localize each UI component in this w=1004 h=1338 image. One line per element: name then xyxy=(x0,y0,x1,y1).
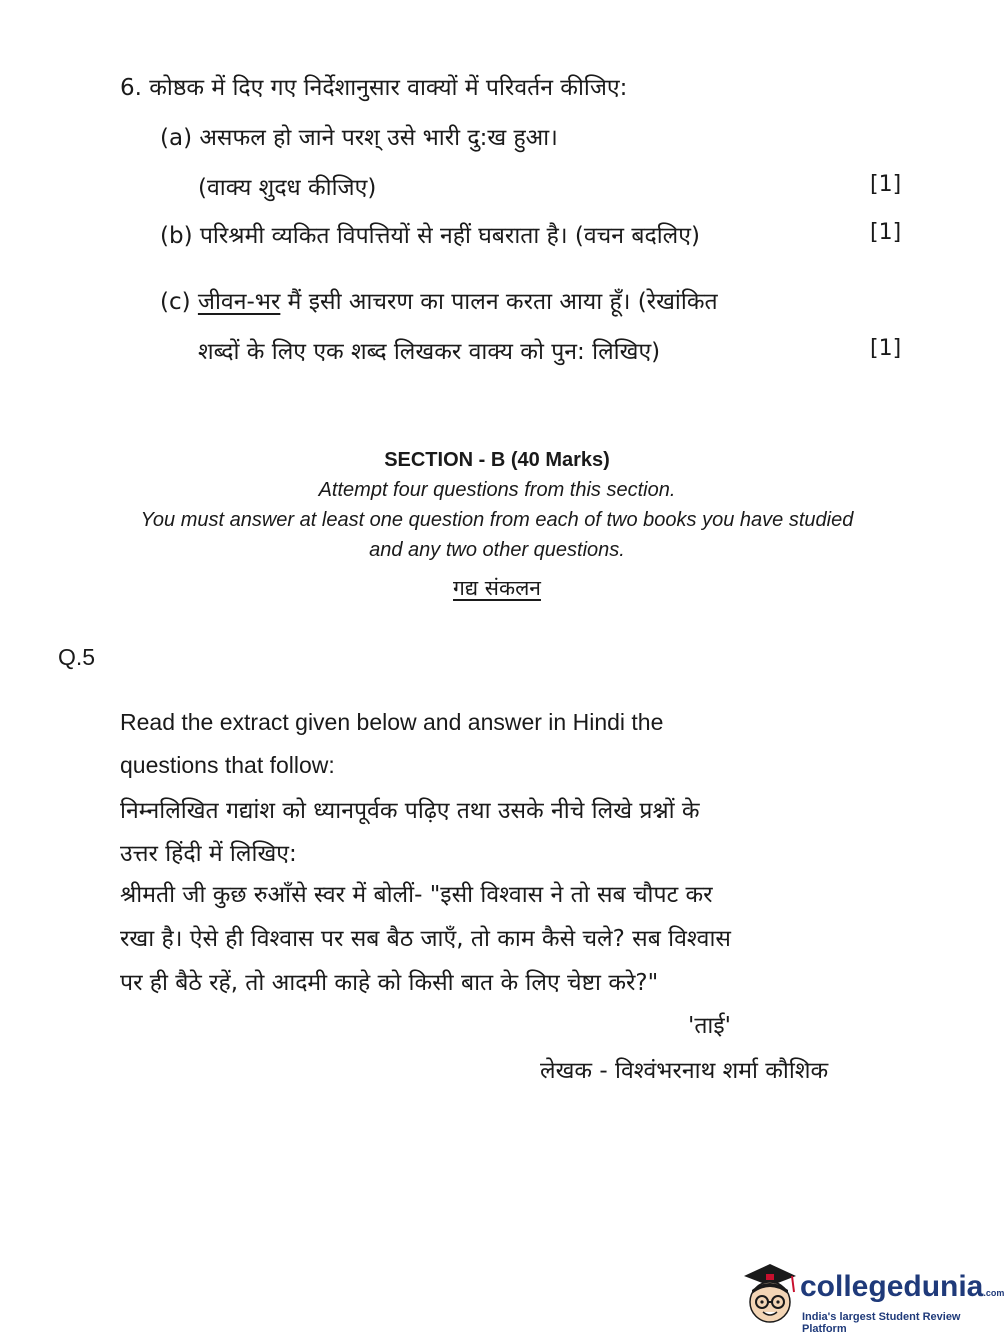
q6-heading: 6. कोष्ठक में दिए गए निर्देशानुसार वाक्यों में परिवर्तन कीजिए: xyxy=(120,75,628,101)
section-b-instruction-2: You must answer at least one question from each of two books you have studied xyxy=(140,509,854,531)
q5-label: Q.5 xyxy=(58,644,96,670)
section-b-title: SECTION - B (40 Marks) xyxy=(384,449,610,471)
q6-b-line: (b) परिश्रमी व्यकित विपत्तियों से नहीं घबराता है। (वचन बदलिए) xyxy=(160,223,700,249)
q6-c-marks: [1] xyxy=(870,336,902,361)
q6-c-rest: मैं इसी आचरण का पालन करता आया हूँ। (रेखांकित xyxy=(280,289,718,315)
q5-eng-line2: questions that follow: xyxy=(120,752,335,778)
brand-logo-suffix: .com xyxy=(983,1288,1004,1298)
q5-passage-line2: रखा है। ऐसे ही विश्वास पर सब बैठ जाएँ, तो काम कैसे चले? सब विश्वास xyxy=(120,926,731,952)
section-b-subheading: गद्य संकलन xyxy=(453,576,541,600)
q6-c-line2: शब्दों के लिए एक शब्द लिखकर वाक्य को पुन: लिखिए) xyxy=(198,339,661,365)
q6-a-line2: (वाक्य शुदध कीजिए) xyxy=(198,175,377,201)
q5-source-title: 'ताई' xyxy=(688,1013,732,1039)
brand-tagline: India's largest Student Review Platform xyxy=(802,1311,961,1335)
brand-logo-text: collegedunia.com xyxy=(800,1270,1004,1303)
q5-passage-line3: पर ही बैठे रहें, तो आदमी काहे को किसी बात के लिए चेष्टा करे?" xyxy=(120,970,659,996)
q6-b-marks: [1] xyxy=(870,220,902,245)
q5-eng-line1: Read the extract given below and answer in Hindi the xyxy=(120,709,664,735)
q6-c-underlined: जीवन-भर xyxy=(197,289,281,315)
q5-hindi-instruction-1: निम्नलिखित गद्यांश को ध्यानपूर्वक पढ़िए तथा उसके नीचे लिखे प्रश्नों के xyxy=(120,798,700,824)
q5-author: लेखक - विश्वंभरनाथ शर्मा कौशिक xyxy=(540,1058,829,1084)
q6-c-prefix: (c) xyxy=(160,289,198,315)
section-b-instruction-1: Attempt four questions from this section. xyxy=(318,479,676,501)
q5-passage-line1: श्रीमती जी कुछ रुआँसे स्वर में बोलीं- "इसी विश्वास ने तो सब चौपट कर xyxy=(120,882,713,908)
q5-hindi-instruction-2: उत्तर हिंदी में लिखिए: xyxy=(120,841,297,867)
q6-a-marks: [1] xyxy=(870,172,902,197)
q6-a-line1: (a) असफल हो जाने परश् उसे भारी दु:ख हुआ। xyxy=(160,125,558,151)
section-b-instruction-3: and any two other questions. xyxy=(369,539,625,561)
q6-c-line1 xyxy=(160,284,718,316)
